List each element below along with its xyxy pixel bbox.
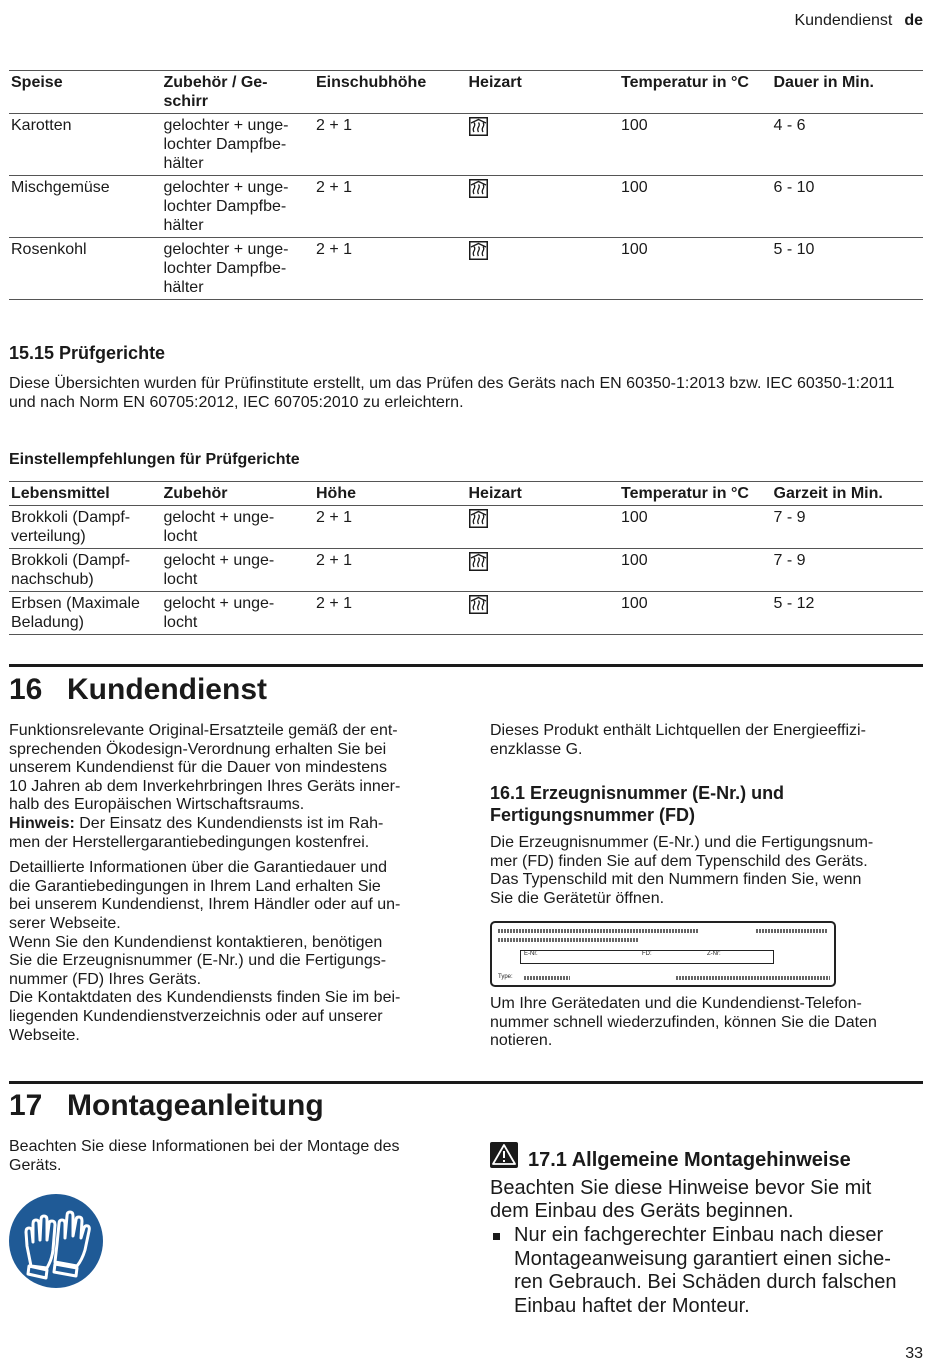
cell-level: 2 + 1	[316, 552, 353, 569]
cell-accessory: gelocht + unge- locht	[163, 509, 275, 545]
note-label: Hinweis:	[9, 814, 75, 832]
paragraph: Funktionsrelevante Original-Ersatzteile gemäß der ent- sprechenden Ökodesign-Verordnung erhalten Sie bei unserem Kundendienst für die Dauer von mindestens 10 Jahren ab dem Inverkehrbringen Ihres Geräts inner- halb des Europäischen Wirtschaftsraums.	[9, 722, 401, 814]
cell-heating	[467, 176, 620, 238]
cell-food: Rosenkohl	[11, 241, 87, 258]
cell-level: 2 + 1	[316, 117, 353, 134]
cell-accessory: gelochter + unge- lochter Dampfbe- hälter	[163, 241, 289, 296]
section-rule	[9, 1081, 923, 1084]
header-section: Kundendienst	[794, 12, 893, 29]
col-header: Garzeit in Min.	[773, 485, 883, 502]
col-header: Höhe	[316, 485, 356, 502]
intro-17	[9, 1138, 441, 1175]
steam-icon	[469, 509, 488, 528]
page-number: 33	[905, 1345, 923, 1362]
section-title-15-15: 15.15 Prüfgerichte	[9, 343, 166, 363]
table-row	[9, 238, 923, 300]
table-row	[9, 176, 923, 238]
cell-time: 5 - 10	[773, 241, 815, 258]
cell-food: Brokkoli (Dampf- nachschub)	[11, 552, 131, 588]
cell-temperature: 100	[621, 595, 648, 612]
type-plate-illustration	[490, 921, 836, 987]
cell-food: Brokkoli (Dampf- verteilung)	[11, 509, 131, 545]
cell-level: 2 + 1	[316, 509, 353, 526]
plate-enr-label: E-Nr.	[524, 951, 538, 957]
cell-accessory: gelocht + unge- locht	[163, 595, 275, 631]
cell-temperature: 100	[621, 117, 648, 134]
col-header: Dauer in Min.	[773, 74, 874, 91]
plate-fd-label: FD:	[642, 951, 652, 957]
left-column-16	[9, 722, 441, 1045]
warning-icon	[490, 1142, 518, 1168]
test-dishes-table	[9, 481, 923, 635]
plate-znr-label: Z-Nr:	[707, 951, 721, 957]
cell-temperature: 100	[621, 552, 648, 569]
section-rule	[9, 664, 923, 667]
paragraph: Die Erzeugnisnummer (E-Nr.) und die Fertigungsnum- mer (FD) finden Sie auf dem Typenschild des Geräts. Das Typenschild mit den Nummern finden Sie, wenn Sie die Gerätetür öffnen.	[490, 834, 874, 907]
plate-type-label: Type:	[498, 974, 513, 980]
table-row	[9, 592, 923, 635]
col-header: Lebensmittel	[11, 485, 110, 502]
cell-food: Erbsen (Maximale Beladung)	[11, 595, 140, 631]
cell-level: 2 + 1	[316, 179, 353, 196]
col-header: Heizart	[468, 485, 522, 502]
col-header: Speise	[11, 74, 63, 91]
running-header	[794, 12, 923, 30]
steam-icon	[469, 241, 488, 260]
list-item	[490, 1224, 922, 1318]
subheading-16-1: 16.1 Erzeugnisnummer (E-Nr.) und Fertigungsnummer (FD)	[490, 783, 785, 825]
steam-icon	[469, 179, 488, 198]
cell-food: Mischgemüse	[11, 179, 110, 196]
section-text-15-15: Diese Übersichten wurden für Prüfinstitute erstellt, um das Prüfen des Geräts nach EN 60350-1:2013 bzw. IEC 60350-1:2011 und nach Norm EN 60705:2012, IEC 60705:2010 zu erleichtern.	[9, 375, 895, 411]
chapter-title: Montageanleitung	[67, 1089, 324, 1122]
cell-accessory: gelochter + unge- lochter Dampfbe- hälter	[163, 117, 289, 172]
bullet-marker	[493, 1233, 500, 1240]
table-header-row	[9, 71, 923, 114]
paragraph: Beachten Sie diese Informationen bei der Montage des Geräts.	[9, 1138, 400, 1174]
right-column-16	[490, 722, 922, 759]
cell-heating	[467, 238, 620, 300]
chapter-title: Kundendienst	[67, 673, 267, 706]
steam-icon	[469, 552, 488, 571]
cell-time: 4 - 6	[773, 117, 806, 134]
chapter-heading-17	[9, 1089, 324, 1123]
steam-icon	[469, 595, 488, 614]
col-header: Zubehör / Ge- schirr	[163, 74, 268, 110]
col-header: Temperatur in °C	[621, 74, 749, 91]
cell-temperature: 100	[621, 179, 648, 196]
cell-heating	[467, 506, 620, 549]
subheading-test-dishes: Einstellempfehlungen für Prüfgerichte	[9, 451, 300, 468]
chapter-heading-16	[9, 673, 267, 707]
col-header: Heizart	[468, 74, 522, 91]
gloves-icon	[9, 1194, 103, 1288]
table-row	[9, 114, 923, 176]
cell-temperature: 100	[621, 241, 648, 258]
cell-level: 2 + 1	[316, 595, 353, 612]
paragraph: Dieses Produkt enthält Lichtquellen der Energieeffizi- enzklasse G.	[490, 722, 866, 758]
paragraph: Detaillierte Informationen über die Garantiedauer und die Garantiebedingungen in Ihrem Land erhalten Sie bei unserem Kundendienst, Ihrem Händler oder auf un- serer Webseite. Wenn Sie den Kundendienst kontaktieren, benötigen Sie die Erzeugnisnummer (E-Nr.) und die Fertigungs- nummer (FD) Ihres Geräts. Die Kontaktdaten des Kundendiensts finden Sie im bei- liegenden Kundendienstverzeichnis oder auf unserer Webseite.	[9, 859, 401, 1044]
cell-level: 2 + 1	[316, 241, 353, 258]
steam-icon	[469, 117, 488, 136]
paragraph-17-1: Beachten Sie diese Hinweise bevor Sie mit dem Einbau des Geräts beginnen.	[490, 1177, 872, 1223]
cell-time: 6 - 10	[773, 179, 815, 196]
col-header: Zubehör	[163, 485, 228, 502]
table-row	[9, 506, 923, 549]
cell-temperature: 100	[621, 509, 648, 526]
paragraph: Um Ihre Gerätedaten und die Kundendienst-Telefon- nummer schnell wiederzufinden, können Sie die Daten notieren.	[490, 995, 877, 1050]
subheading-17-1: 17.1 Allgemeine Montagehinweise	[528, 1149, 851, 1171]
note-text: Der Einsatz des Kundendiensts ist im Rah- men der Herstellergarantiebedingungen kostenfrei.	[9, 814, 384, 851]
steam-table	[9, 70, 923, 300]
cell-heating	[467, 592, 620, 635]
chapter-number: 16	[9, 673, 43, 706]
cell-heating	[467, 114, 620, 176]
cell-heating	[467, 549, 620, 592]
list-item-text: Nur ein fachgerechter Einbau nach dieser Montageanweisung garantiert einen siche- ren Gebrauch. Bei Schäden durch falschen Einbau haftet der Monteur.	[514, 1224, 897, 1317]
cell-time: 5 - 12	[773, 595, 815, 612]
cell-time: 7 - 9	[773, 509, 806, 526]
cell-time: 7 - 9	[773, 552, 806, 569]
chapter-number: 17	[9, 1089, 43, 1122]
paragraph-16-1	[490, 834, 922, 908]
col-header: Temperatur in °C	[621, 485, 749, 502]
table-header-row	[9, 482, 923, 506]
cell-food: Karotten	[11, 117, 72, 134]
table-row	[9, 549, 923, 592]
note-paragraph	[9, 815, 441, 852]
paragraph-16-notes	[490, 995, 922, 1051]
cell-accessory: gelochter + unge- lochter Dampfbe- hälter	[163, 179, 289, 234]
col-header: Einschubhöhe	[316, 74, 427, 91]
cell-accessory: gelocht + unge- locht	[163, 552, 275, 588]
header-lang: de	[904, 12, 923, 29]
